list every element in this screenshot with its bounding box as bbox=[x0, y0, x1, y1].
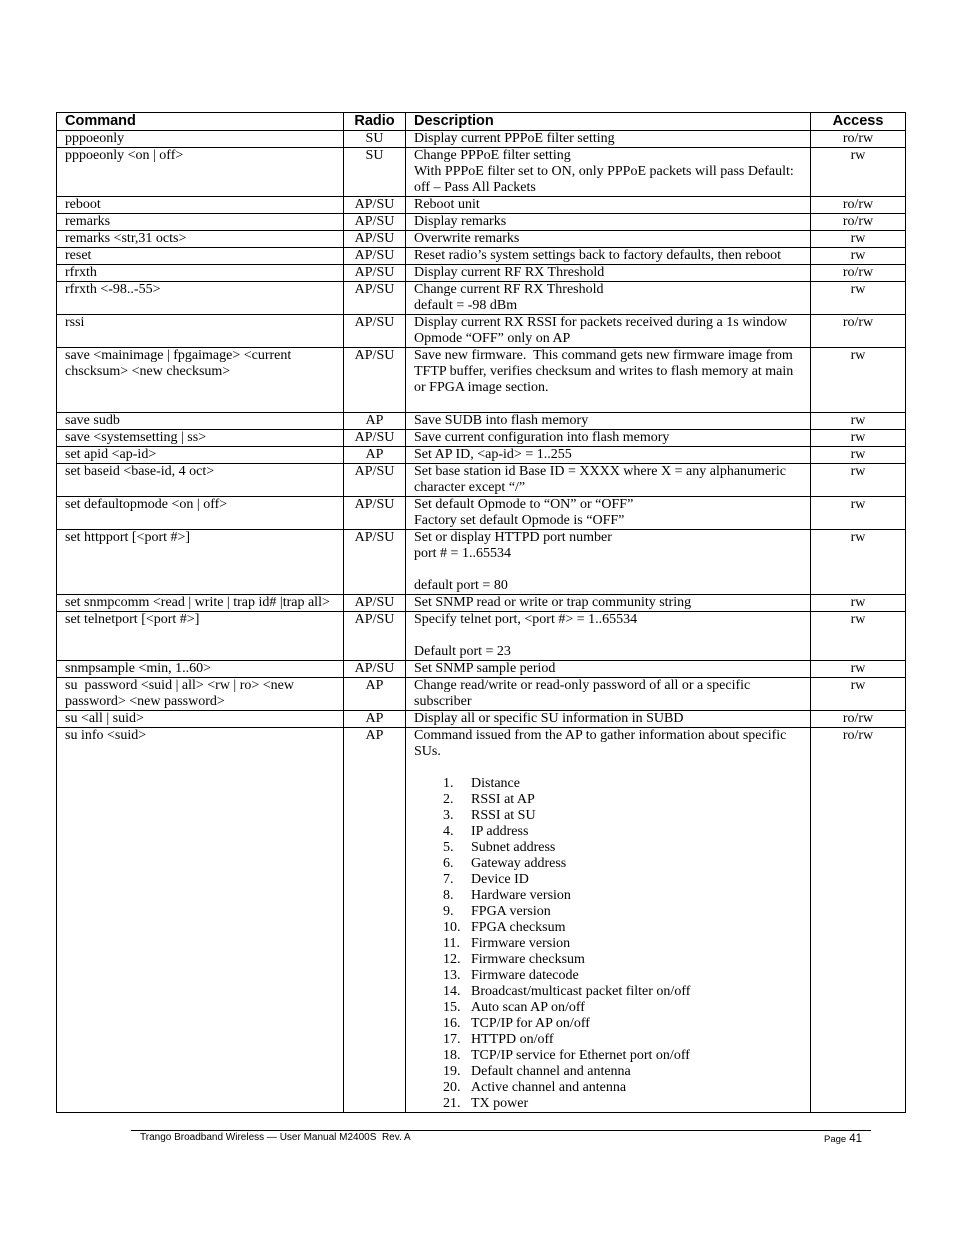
description-line: port # = 1..65534 bbox=[414, 546, 511, 561]
command-cell: remarks <str,31 octs> bbox=[57, 231, 344, 248]
list-item-number: 7. bbox=[443, 872, 454, 887]
command-cell: su <all | suid> bbox=[57, 711, 344, 728]
list-item-number: 11. bbox=[443, 936, 460, 951]
table-row bbox=[57, 711, 906, 728]
radio-cell: AP/SU bbox=[344, 265, 406, 282]
table-row bbox=[57, 530, 906, 595]
radio-cell: AP bbox=[344, 711, 406, 728]
list-item-number: 20. bbox=[443, 1080, 461, 1095]
table-row bbox=[57, 282, 906, 315]
description-line: Default port = 23 bbox=[414, 644, 511, 659]
table-row bbox=[57, 148, 906, 197]
radio-cell: AP bbox=[344, 413, 406, 430]
list-item bbox=[414, 1064, 804, 1080]
list-item bbox=[414, 1032, 804, 1048]
description-cell bbox=[406, 265, 811, 282]
access-cell: ro/rw bbox=[811, 728, 906, 1113]
command-cell: set snmpcomm <read | write | trap id# |trap all> bbox=[57, 595, 344, 612]
description-line: Set default Opmode to “ON” or “OFF” bbox=[414, 497, 634, 512]
description-line: Set SNMP sample period bbox=[414, 661, 556, 676]
list-item-number: 3. bbox=[443, 808, 454, 823]
table-row bbox=[57, 595, 906, 612]
command-cell: reset bbox=[57, 248, 344, 265]
list-item bbox=[414, 1096, 804, 1112]
description-line: Reset radio’s system settings back to factory defaults, then reboot bbox=[414, 248, 782, 263]
column-header-description: Description bbox=[406, 113, 811, 131]
table-row bbox=[57, 265, 906, 282]
table-row bbox=[57, 447, 906, 464]
list-item-number: 9. bbox=[443, 904, 454, 919]
list-item-text: Active channel and antenna bbox=[471, 1080, 627, 1095]
list-item-text: Device ID bbox=[471, 872, 529, 887]
radio-cell: AP/SU bbox=[344, 612, 406, 661]
list-item-number: 2. bbox=[443, 792, 454, 807]
list-item-number: 5. bbox=[443, 840, 454, 855]
list-item bbox=[414, 1080, 804, 1096]
access-cell: rw bbox=[811, 530, 906, 595]
description-line: Display current RF RX Threshold bbox=[414, 265, 605, 280]
description-line: Command issued from the AP to gather information about specific SUs. bbox=[414, 728, 790, 759]
list-item bbox=[414, 888, 804, 904]
description-cell bbox=[406, 413, 811, 430]
list-item-text: Firmware version bbox=[471, 936, 571, 951]
radio-cell: AP/SU bbox=[344, 430, 406, 447]
list-item-text: TCP/IP for AP on/off bbox=[471, 1016, 590, 1031]
description-line: Change current RF RX Threshold bbox=[414, 282, 604, 297]
table-row bbox=[57, 464, 906, 497]
description-line: Set or display HTTPD port number bbox=[414, 530, 612, 545]
list-item-number: 6. bbox=[443, 856, 454, 871]
command-cell: set apid <ap-id> bbox=[57, 447, 344, 464]
info-list bbox=[414, 776, 804, 1112]
description-line bbox=[414, 760, 804, 776]
radio-cell: AP/SU bbox=[344, 464, 406, 497]
table-row bbox=[57, 430, 906, 447]
list-item-text: FPGA checksum bbox=[471, 920, 566, 935]
list-item-text: HTTPD on/off bbox=[471, 1032, 554, 1047]
access-cell: rw bbox=[811, 497, 906, 530]
command-cell: save sudb bbox=[57, 413, 344, 430]
list-item-number: 4. bbox=[443, 824, 454, 839]
description-line: Save current configuration into flash memory bbox=[414, 430, 670, 445]
command-cell: snmpsample <min, 1..60> bbox=[57, 661, 344, 678]
table-row bbox=[57, 214, 906, 231]
column-header-access: Access bbox=[811, 113, 906, 131]
list-item-number: 21. bbox=[443, 1096, 461, 1111]
command-cell: set baseid <base-id, 4 oct> bbox=[57, 464, 344, 497]
description-cell bbox=[406, 214, 811, 231]
radio-cell: AP/SU bbox=[344, 315, 406, 348]
description-line: Set AP ID, <ap-id> = 1..255 bbox=[414, 447, 572, 462]
description-line: Save new firmware. This command gets new firmware image from TFTP buffer, verifies checksum and writes to flash memory at main or FPGA image section. bbox=[414, 348, 797, 395]
access-cell: rw bbox=[811, 348, 906, 413]
list-item bbox=[414, 952, 804, 968]
access-cell: ro/rw bbox=[811, 265, 906, 282]
radio-cell: AP/SU bbox=[344, 497, 406, 530]
radio-cell: SU bbox=[344, 131, 406, 148]
description-cell bbox=[406, 447, 811, 464]
description-cell bbox=[406, 678, 811, 711]
column-header-command: Command bbox=[57, 113, 344, 131]
access-cell: rw bbox=[811, 464, 906, 497]
list-item bbox=[414, 808, 804, 824]
description-cell bbox=[406, 231, 811, 248]
radio-cell: AP bbox=[344, 447, 406, 464]
access-cell: rw bbox=[811, 282, 906, 315]
list-item-text: TX power bbox=[471, 1096, 529, 1111]
radio-cell: AP/SU bbox=[344, 530, 406, 595]
footer-manual-title: Trango Broadband Wireless — User Manual M2400S Rev. A bbox=[140, 1132, 411, 1143]
description-cell bbox=[406, 595, 811, 612]
description-line bbox=[414, 562, 804, 578]
description-cell bbox=[406, 728, 811, 1113]
command-cell: rfrxth bbox=[57, 265, 344, 282]
list-item-number: 15. bbox=[443, 1000, 461, 1015]
list-item bbox=[414, 856, 804, 872]
description-cell bbox=[406, 497, 811, 530]
description-line: Display remarks bbox=[414, 214, 507, 229]
table-row bbox=[57, 315, 906, 348]
header-row bbox=[57, 113, 906, 131]
list-item-number: 12. bbox=[443, 952, 461, 967]
radio-cell: AP/SU bbox=[344, 282, 406, 315]
radio-cell: AP/SU bbox=[344, 214, 406, 231]
list-item bbox=[414, 984, 804, 1000]
command-cell: su password <suid | all> <rw | ro> <new password> <new password> bbox=[57, 678, 344, 711]
description-cell bbox=[406, 530, 811, 595]
list-item-text: RSSI at SU bbox=[471, 808, 536, 823]
command-cell: save <systemsetting | ss> bbox=[57, 430, 344, 447]
footer-page bbox=[824, 1131, 862, 1147]
command-cell: set httpport [<port #>] bbox=[57, 530, 344, 595]
list-item bbox=[414, 792, 804, 808]
access-cell: rw bbox=[811, 248, 906, 265]
description-cell bbox=[406, 711, 811, 728]
list-item-text: Default channel and antenna bbox=[471, 1064, 631, 1079]
command-cell: set defaultopmode <on | off> bbox=[57, 497, 344, 530]
list-item bbox=[414, 872, 804, 888]
list-item-text: Hardware version bbox=[471, 888, 571, 903]
description-line bbox=[414, 628, 804, 644]
list-item-text: Firmware checksum bbox=[471, 952, 585, 967]
access-cell: rw bbox=[811, 678, 906, 711]
table-row bbox=[57, 678, 906, 711]
access-cell: rw bbox=[811, 413, 906, 430]
radio-cell: AP/SU bbox=[344, 595, 406, 612]
list-item-text: Firmware datecode bbox=[471, 968, 579, 983]
description-cell bbox=[406, 464, 811, 497]
command-cell: rssi bbox=[57, 315, 344, 348]
command-cell: su info <suid> bbox=[57, 728, 344, 1113]
description-cell bbox=[406, 131, 811, 148]
description-line: Display all or specific SU information in SUBD bbox=[414, 711, 684, 726]
description-cell bbox=[406, 661, 811, 678]
list-item-text: IP address bbox=[471, 824, 529, 839]
table-row bbox=[57, 248, 906, 265]
access-cell: rw bbox=[811, 612, 906, 661]
page-number: 41 bbox=[849, 1133, 862, 1145]
table-body bbox=[57, 131, 906, 1113]
description-line: Specify telnet port, <port #> = 1..65534 bbox=[414, 612, 638, 627]
page-label: Page bbox=[824, 1134, 847, 1145]
list-item-number: 13. bbox=[443, 968, 461, 983]
description-cell bbox=[406, 197, 811, 214]
description-line: default port = 80 bbox=[414, 578, 508, 593]
description-line: Factory set default Opmode is “OFF” bbox=[414, 513, 625, 528]
list-item bbox=[414, 936, 804, 952]
description-cell bbox=[406, 612, 811, 661]
description-line: Opmode “OFF” only on AP bbox=[414, 331, 571, 346]
command-cell: rfrxth <-98..-55> bbox=[57, 282, 344, 315]
command-cell: pppoeonly <on | off> bbox=[57, 148, 344, 197]
access-cell: ro/rw bbox=[811, 197, 906, 214]
radio-cell: SU bbox=[344, 148, 406, 197]
table-row bbox=[57, 131, 906, 148]
list-item-text: Broadcast/multicast packet filter on/off bbox=[471, 984, 691, 999]
description-cell bbox=[406, 148, 811, 197]
table-row bbox=[57, 231, 906, 248]
access-cell: rw bbox=[811, 148, 906, 197]
radio-cell: AP/SU bbox=[344, 661, 406, 678]
description-line: Display current PPPoE filter setting bbox=[414, 131, 615, 146]
list-item bbox=[414, 968, 804, 984]
list-item bbox=[414, 904, 804, 920]
description-line: Overwrite remarks bbox=[414, 231, 520, 246]
access-cell: ro/rw bbox=[811, 131, 906, 148]
access-cell: rw bbox=[811, 430, 906, 447]
list-item-number: 8. bbox=[443, 888, 454, 903]
description-cell bbox=[406, 248, 811, 265]
list-item-text: Gateway address bbox=[471, 856, 567, 871]
list-item bbox=[414, 1016, 804, 1032]
description-line: Change read/write or read-only password of all or a specific subscriber bbox=[414, 678, 754, 709]
description-line: Display current RX RSSI for packets received during a 1s window bbox=[414, 315, 788, 330]
description-line: Set SNMP read or write or trap community string bbox=[414, 595, 692, 610]
radio-cell: AP bbox=[344, 728, 406, 1113]
list-item-number: 14. bbox=[443, 984, 461, 999]
list-item-number: 17. bbox=[443, 1032, 461, 1047]
list-item-text: Auto scan AP on/off bbox=[471, 1000, 585, 1015]
access-cell: ro/rw bbox=[811, 315, 906, 348]
description-line: Reboot unit bbox=[414, 197, 480, 212]
list-item-text: Distance bbox=[471, 776, 520, 791]
list-item-number: 10. bbox=[443, 920, 461, 935]
table-row bbox=[57, 612, 906, 661]
description-line: Save SUDB into flash memory bbox=[414, 413, 589, 428]
list-item-number: 16. bbox=[443, 1016, 461, 1031]
access-cell: ro/rw bbox=[811, 214, 906, 231]
list-item-text: Subnet address bbox=[471, 840, 556, 855]
list-item bbox=[414, 840, 804, 856]
table-row bbox=[57, 728, 906, 1113]
description-line: default = -98 dBm bbox=[414, 298, 518, 313]
access-cell: ro/rw bbox=[811, 711, 906, 728]
description-line: Set base station id Base ID = XXXX where X = any alphanumeric character except “/” bbox=[414, 464, 790, 495]
list-item bbox=[414, 920, 804, 936]
description-line bbox=[414, 396, 804, 412]
list-item-text: FPGA version bbox=[471, 904, 551, 919]
command-cell: save <mainimage | fpgaimage> <current chscksum> <new checksum> bbox=[57, 348, 344, 413]
table-row bbox=[57, 197, 906, 214]
description-line: Change PPPoE filter setting bbox=[414, 148, 571, 163]
command-cell: reboot bbox=[57, 197, 344, 214]
table-row bbox=[57, 497, 906, 530]
list-item bbox=[414, 824, 804, 840]
command-cell: set telnetport [<port #>] bbox=[57, 612, 344, 661]
list-item bbox=[414, 776, 804, 792]
description-line: With PPPoE filter set to ON, only PPPoE packets will pass Default: off – Pass All Packets bbox=[414, 164, 798, 195]
access-cell: rw bbox=[811, 595, 906, 612]
list-item-number: 1. bbox=[443, 776, 454, 791]
description-cell bbox=[406, 282, 811, 315]
footer-rule bbox=[131, 1130, 871, 1131]
radio-cell: AP/SU bbox=[344, 197, 406, 214]
table-row bbox=[57, 413, 906, 430]
radio-cell: AP/SU bbox=[344, 248, 406, 265]
table-row bbox=[57, 661, 906, 678]
access-cell: rw bbox=[811, 447, 906, 464]
list-item-number: 18. bbox=[443, 1048, 461, 1063]
description-cell bbox=[406, 430, 811, 447]
access-cell: rw bbox=[811, 661, 906, 678]
description-cell bbox=[406, 315, 811, 348]
command-cell: remarks bbox=[57, 214, 344, 231]
radio-cell: AP bbox=[344, 678, 406, 711]
table-header bbox=[57, 113, 906, 131]
list-item-text: RSSI at AP bbox=[471, 792, 535, 807]
radio-cell: AP/SU bbox=[344, 348, 406, 413]
table-row bbox=[57, 348, 906, 413]
command-table bbox=[56, 112, 906, 1113]
list-item-text: TCP/IP service for Ethernet port on/off bbox=[471, 1048, 690, 1063]
command-cell: pppoeonly bbox=[57, 131, 344, 148]
column-header-radio: Radio bbox=[344, 113, 406, 131]
list-item-number: 19. bbox=[443, 1064, 461, 1079]
list-item bbox=[414, 1000, 804, 1016]
description-cell bbox=[406, 348, 811, 413]
list-item bbox=[414, 1048, 804, 1064]
access-cell: rw bbox=[811, 231, 906, 248]
radio-cell: AP/SU bbox=[344, 231, 406, 248]
